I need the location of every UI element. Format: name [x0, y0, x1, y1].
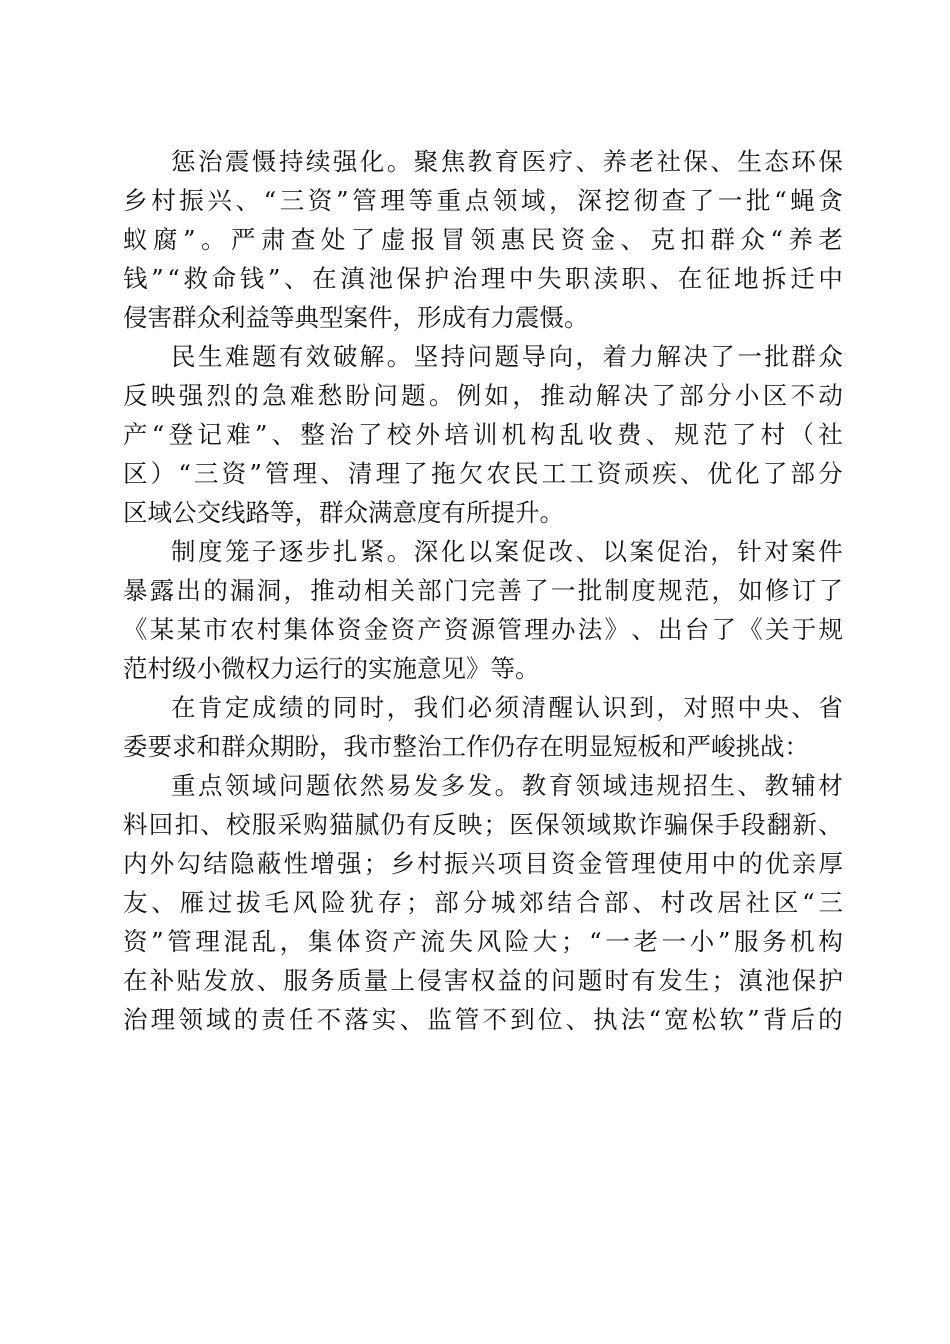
text-line: 范村级小微权力运行的实施意见》等。 [123, 654, 540, 683]
text-line: 在 肯 定 成 绩 的 同 时 ， 我 们 必 须 清 醒 认 识 到 ， 对 照 中 央 、 省 [171, 693, 843, 722]
text-line: 产 “ 登 记 难 ” 、 整 治 了 校 外 培 训 机 构 乱 收 费 、 规 范 了 村 （ 社 [123, 420, 843, 449]
text-line: 惩 治 震 慑 持 续 强 化 。 聚 焦 教 育 医 疗 、 养 老 社 保 、 生 态 环 保 [171, 147, 843, 176]
text-line: 友 、 雁 过 拔 毛 风 险 犹 存 ； 部 分 城 郊 结 合 部 、 村 改 居 社 区 “ 三 [123, 888, 843, 917]
document-body [123, 142, 843, 1039]
text-line: 料 回 扣 、 校 服 采 购 猫 腻 仍 有 反 映 ； 医 保 领 域 欺 诈 骗 保 手 段 翻 新 、 [123, 810, 843, 839]
text-line: 侵害群众利益等典型案件，形成有力震慑。 [123, 303, 589, 332]
text-line: 制 度 笼 子 逐 步 扎 紧 。 深 化 以 案 促 改 、 以 案 促 治 ， 针 对 案 件 [171, 537, 843, 566]
text-line: 民 生 难 题 有 效 破 解 。 坚 持 问 题 导 向 ， 着 力 解 决 了 一 批 群 众 [171, 342, 843, 371]
text-line: 钱 ” “ 救 命 钱 ” 、 在 滇 池 保 护 治 理 中 失 职 渎 职 、 在 征 地 拆 迁 中 [123, 264, 843, 293]
text-line: 《 某 某 市 农 村 集 体 资 金 资 产 资 源 管 理 办 法 》 、 出 台 了 《 关 于 规 [123, 615, 843, 644]
text-line: 治 理 领 域 的 责 任 不 落 实 、 监 管 不 到 位 、 执 法 “ 宽 松 软 ” 背 后 的 [123, 1005, 843, 1034]
text-line: 在 补 贴 发 放 、 服 务 质 量 上 侵 害 权 益 的 问 题 时 有 发 生 ； 滇 池 保 护 [123, 966, 843, 995]
text-line: 乡 村 振 兴 、 “ 三 资 ” 管 理 等 重 点 领 域 ， 深 挖 彻 查 了 一 批 “ 蝇 贪 [123, 186, 843, 215]
text-line: 内 外 勾 结 隐 蔽 性 增 强 ； 乡 村 振 兴 项 目 资 金 管 理 使 用 中 的 优 亲 厚 [123, 849, 843, 878]
text-line: 区 ） “ 三 资 ” 管 理 、 清 理 了 拖 欠 农 民 工 工 资 顽 疾 、 优 化 了 部 分 [123, 459, 843, 488]
text-line: 反 映 强 烈 的 急 难 愁 盼 问 题 。 例 如 ， 推 动 解 决 了 部 分 小 区 不 动 [123, 381, 843, 410]
text-line: 重 点 领 域 问 题 依 然 易 发 多 发 。 教 育 领 域 违 规 招 生 、 教 辅 材 [171, 771, 843, 800]
text-line: 资 ” 管 理 混 乱 ， 集 体 资 产 流 失 风 险 大 ； “ 一 老 一 小 ” 服 务 机 构 [123, 927, 843, 956]
text-line: 区域公交线路等，群众满意度有所提升。 [123, 498, 564, 527]
text-line: 暴 露 出 的 漏 洞 ， 推 动 相 关 部 门 完 善 了 一 批 制 度 规 范 ， 如 修 订 了 [123, 576, 843, 605]
text-line: 蚁 腐 ” 。 严 肃 查 处 了 虚 报 冒 领 惠 民 资 金 、 克 扣 群 众 “ 养 老 [123, 225, 843, 254]
text-line: 委要求和群众期盼，我市整治工作仍存在明显短板和严峻挑战： [123, 732, 809, 761]
